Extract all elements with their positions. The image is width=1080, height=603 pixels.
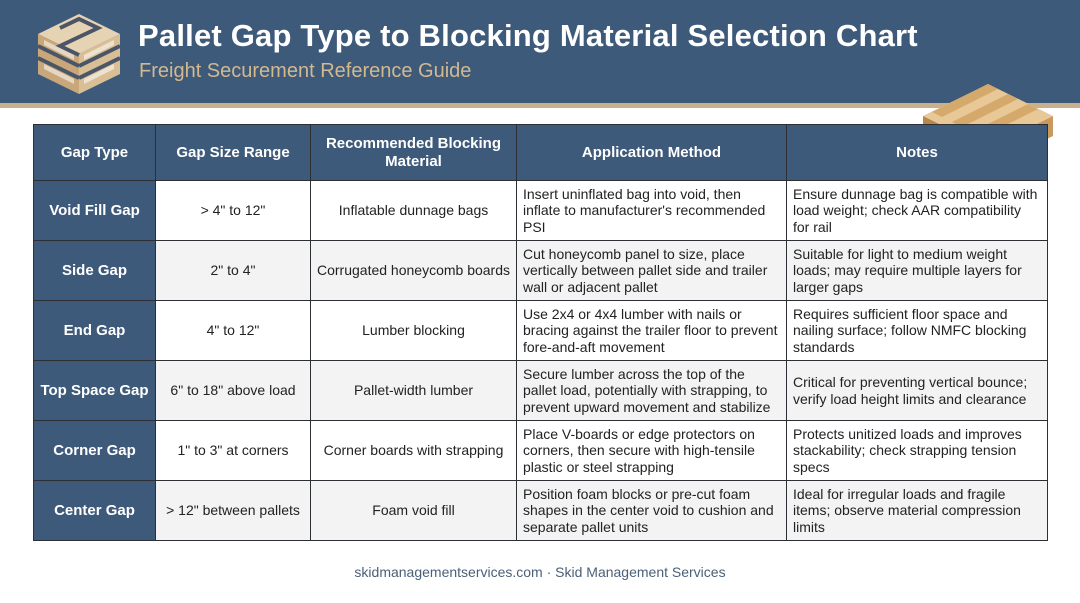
stacked-pallet-logo-icon bbox=[34, 12, 124, 96]
gap-range-cell: 1" to 3" at corners bbox=[156, 421, 311, 481]
method-cell: Secure lumber across the top of the pallet load, potentially with strapping, to prevent upward movement and stabilize bbox=[517, 361, 787, 421]
gap-range-cell: 2" to 4" bbox=[156, 241, 311, 301]
gap-selection-table bbox=[33, 124, 1048, 541]
table-row bbox=[34, 421, 1048, 481]
gap-range-cell: 6" to 18" above load bbox=[156, 361, 311, 421]
table-row bbox=[34, 361, 1048, 421]
gap-type-cell: End Gap bbox=[34, 301, 156, 361]
material-cell: Lumber blocking bbox=[311, 301, 517, 361]
gap-type-cell: Center Gap bbox=[34, 481, 156, 541]
gap-range-cell: > 12" between pallets bbox=[156, 481, 311, 541]
page-title: Pallet Gap Type to Blocking Material Selection Chart bbox=[138, 18, 918, 53]
method-cell: Cut honeycomb panel to size, place vertically between pallet side and trailer wall or adjacent pallet bbox=[517, 241, 787, 301]
table-row bbox=[34, 241, 1048, 301]
gap-type-cell: Top Space Gap bbox=[34, 361, 156, 421]
method-cell: Use 2x4 or 4x4 lumber with nails or bracing against the trailer floor to prevent fore-and-aft movement bbox=[517, 301, 787, 361]
notes-cell: Critical for preventing vertical bounce; verify load height limits and clearance bbox=[787, 361, 1048, 421]
gap-type-cell: Void Fill Gap bbox=[34, 181, 156, 241]
notes-cell: Ideal for irregular loads and fragile items; observe material compression limits bbox=[787, 481, 1048, 541]
notes-cell: Requires sufficient floor space and nailing surface; follow NMFC blocking standards bbox=[787, 301, 1048, 361]
table-row bbox=[34, 481, 1048, 541]
page-subtitle: Freight Securement Reference Guide bbox=[139, 60, 472, 82]
material-cell: Pallet-width lumber bbox=[311, 361, 517, 421]
material-cell: Inflatable dunnage bags bbox=[311, 181, 517, 241]
column-header-recommended-material: Recommended Blocking Material bbox=[311, 125, 517, 181]
table-row bbox=[34, 301, 1048, 361]
footer-credit: skidmanagementservices.com · Skid Management Services bbox=[354, 564, 726, 580]
method-cell: Place V-boards or edge protectors on corners, then secure with high-tensile plastic or steel strapping bbox=[517, 421, 787, 481]
column-header-application-method: Application Method bbox=[517, 125, 787, 181]
notes-cell: Ensure dunnage bag is compatible with load weight; check AAR compatibility for rail bbox=[787, 181, 1048, 241]
gap-range-cell: 4" to 12" bbox=[156, 301, 311, 361]
method-cell: Insert uninflated bag into void, then inflate to manufacturer's recommended PSI bbox=[517, 181, 787, 241]
column-header-gap-size-range: Gap Size Range bbox=[156, 125, 311, 181]
method-cell: Position foam blocks or pre-cut foam shapes in the center void to cushion and separate pallet units bbox=[517, 481, 787, 541]
material-cell: Foam void fill bbox=[311, 481, 517, 541]
table-row bbox=[34, 181, 1048, 241]
material-cell: Corrugated honeycomb boards bbox=[311, 241, 517, 301]
material-cell: Corner boards with strapping bbox=[311, 421, 517, 481]
gap-type-cell: Side Gap bbox=[34, 241, 156, 301]
notes-cell: Suitable for light to medium weight loads; may require multiple layers for larger gaps bbox=[787, 241, 1048, 301]
notes-cell: Protects unitized loads and improves stackability; check strapping tension specs bbox=[787, 421, 1048, 481]
table-header-row bbox=[34, 125, 1048, 181]
gap-type-cell: Corner Gap bbox=[34, 421, 156, 481]
gap-range-cell: > 4" to 12" bbox=[156, 181, 311, 241]
column-header-gap-type: Gap Type bbox=[34, 125, 156, 181]
column-header-notes: Notes bbox=[787, 125, 1048, 181]
